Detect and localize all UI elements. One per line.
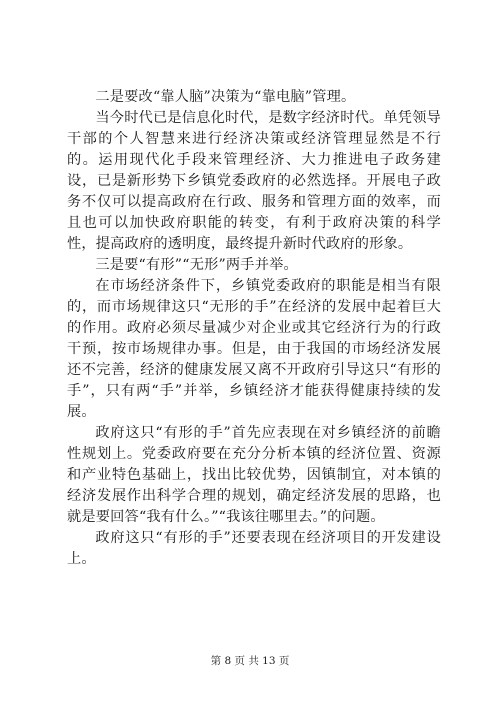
section-heading-2: 二是要改“靠人脑”决策为“靠电脑”管理。 (95, 89, 356, 105)
body-paragraph: 政府这只“有形的手”还要表现在经济项目的开发建设上。 (67, 530, 441, 567)
body-paragraph: 当今时代已是信息化时代，是数字经济时代。单凭领导干部的个人智慧来进行经济决策或经济管理显然是不行的。运用现代化手段来管理经济、大力推进电子政务建设，已是新形势下乡镇党委政府的必然选择。开展电子政务不仅可以提高政府在行政、服务和管理方面的效率，而且也可以加快政府职能的转变，有利于政府决策的科学性，提高政府的透明度，最终提升新时代政府的形象。 (67, 110, 441, 252)
document-body (67, 87, 441, 570)
body-paragraph: 政府这只“有形的手”首先应表现在对乡镇经济的前瞻性规划上。党委政府要在充分分析本镇的经济位置、资源和产业特色基础上，找出比较优势，因镇制宜，对本镇的经济发展作出科学合理的规划，确定经济发展的思路，也就是要回答“我有什么。”“我该往哪里去。”的问题。 (67, 425, 441, 525)
body-paragraph: 在市场经济条件下，乡镇党委政府的职能是相当有限的，而市场规律这只“无形的手”在经济的发展中起着巨大的作用。政府必须尽量减少对企业或其它经济行为的行政干预，按市场规律办事。但是，由于我国的市场经济发展还不完善，经济的健康发展又离不开政府引导这只“有形的手”，只有两“手”并举，乡镇经济才能获得健康持续的发展。 (67, 278, 441, 420)
page-footer: 第 8 页 共 13 页 (210, 655, 290, 667)
section-heading-3: 三是要“有形”“无形”两手并举。 (95, 257, 298, 273)
